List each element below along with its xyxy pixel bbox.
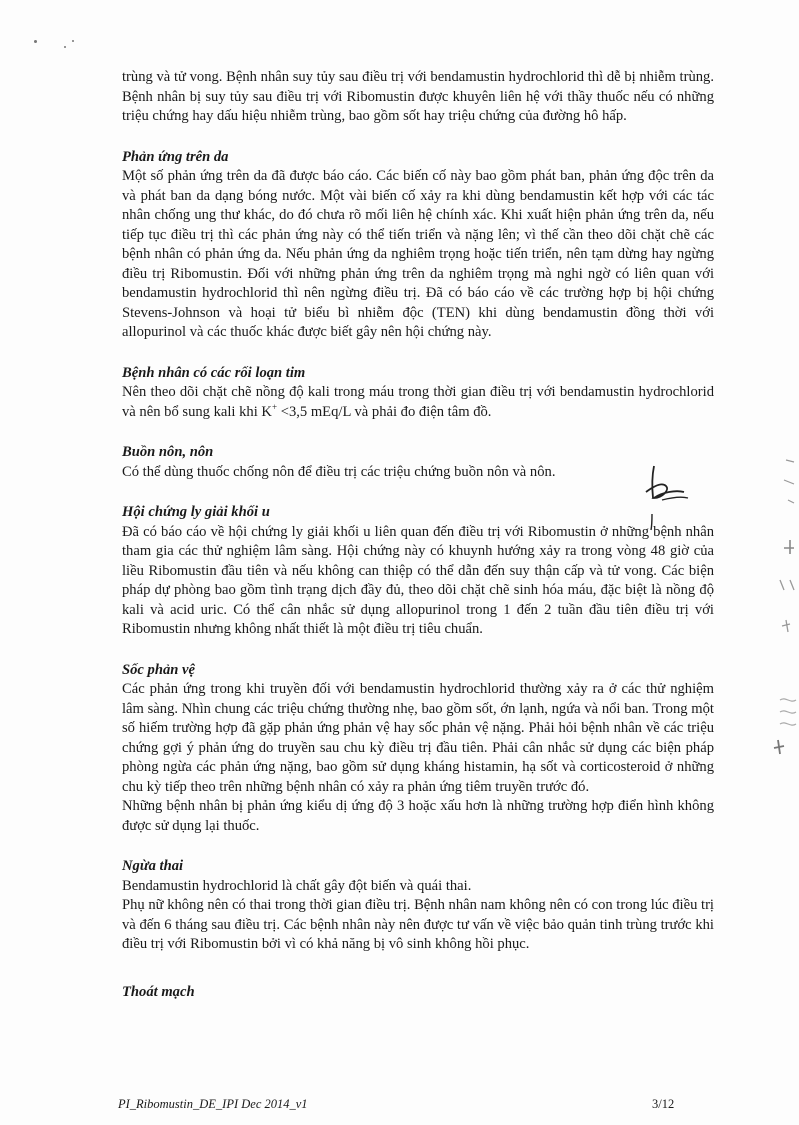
section-heading: Phản ứng trên da [122,148,229,165]
section-paragraph: Có thể dùng thuốc chống nôn để điều trị các triệu chứng buồn nôn và nôn. [122,463,556,480]
section-paragraph: Các phản ứng trong khi truyền đối với bendamustin hydrochlorid thường xảy ra ở các thử nghiệm lâm sàng. Nhìn chung các triệu chứng thường nhẹ, bao gồm sốt, ớn lạnh, ngứa và nổi ban. Trong một số hiếm trường hợp đã gặp phản ứng phản vệ hay sốc phản vệ nặng. Phải hỏi bệnh nhân về các triệu chứng gợi ý phản ứng do truyền sau chu kỳ điều trị đầu tiên. Phải cân nhắc sử dụng các biện pháp phòng ngừa các phản ứng nặng, bao gồm sử dụng kháng histamin, hạ sốt và corticosteroid ở những chu kỳ tiếp theo trên những bệnh nhân có xảy ra phản ứng tiêm truyền trước đó. [122,681,714,795]
section-paragraph: Phụ nữ không nên có thai trong thời gian điều trị. Bệnh nhân nam không nên có con trong lúc điều trị và đến 6 tháng sau điều trị. Các bệnh nhân này nên được tư vấn về việc bảo quản tinh trùng trước khi điều trị với Ribomustin bởi vì có khả năng bị vô sinh không hồi phục. [122,897,714,952]
document-body [122,68,714,1002]
section-heading: Ngừa thai [122,858,184,874]
section-skin-reactions [122,148,714,343]
section-heading: Buồn nôn, nôn [122,444,214,460]
footer-page-number: 3/12 [652,1097,675,1111]
section-heading: Sốc phản vệ [122,661,195,678]
section-paragraph [122,383,714,422]
section-paragraph: Những bệnh nhân bị phản ứng kiểu dị ứng độ 3 hoặc xấu hơn là những trường hợp điển hình không được sử dụng lại thuốc. [122,798,714,834]
superscript-plus: + [271,401,278,412]
scan-speck [64,46,66,48]
scan-speck [72,40,74,42]
section-tumor-lysis [122,503,714,640]
section-paragraph: Một số phản ứng trên da đã được báo cáo. Các biến cố này bao gồm phát ban, phản ứng độc trên da và phát ban da dạng bóng nước. Một vài biến cố xảy ra khi dùng bendamustin kết hợp với các tác nhân chống ung thư khác, do đó chưa rõ mối liên hệ chính xác. Khi xuất hiện phản ứng trên da, nếu tiếp tục điều trị thì các phản ứng này có thể tiến triển và nặng lên; vì thế cần theo dõi chặt chẽ các bệnh nhân có phản ứng da. Nếu phản ứng da nghiêm trọng hoặc tiến triển, nên tạm dừng hay ngừng điều trị Ribomustin. Đối với những phản ứng trên da nghiêm trọng mà nghi ngờ có liên quan với bendamustin hydrochlorid thì nên ngừng điều trị. Đã có báo cáo về các trường hợp bị hội chứng Stevens-Johnson và hoại tử biểu bì nhiễm độc (TEN) khi dùng bendamustin đồng thời với allopurinol và các thuốc khác được biết gây nên hội chứng này. [122,168,714,340]
section-heading: Hội chứng ly giải khối u [122,504,270,520]
footer-filename: PI_Ribomustin_DE_IPI Dec 2014_v1 [118,1097,308,1111]
paragraph-text: Nên theo dõi chặt chẽ nồng độ kali trong máu trong thời gian điều trị với bendamustin hydrochlorid và nên bổ sung kali khi K [122,384,714,420]
section-paragraph: Đã có báo cáo về hội chứng ly giải khối u liên quan đến điều trị với Ribomustin ở những bệnh nhân tham gia các thử nghiệm lâm sàng. Hội chứng này có khuynh hướng xảy ra trong vòng 48 giờ của liều Ribomustin đầu tiên và nếu không can thiệp có thể dẫn đến suy thận cấp và tử vong. Các biện pháp dự phòng bao gồm tình trạng dịch đầy đủ, theo dõi chặt chẽ sinh hóa máu, đặc biệt là nồng độ kali và acid uric. Có thể cân nhắc sử dụng allopurinol trong 1 đến 2 tuần đầu tiên điều trị với Ribomustin nhưng không nhất thiết là một điều trị tiêu chuẩn. [122,523,714,637]
intro-paragraph: trùng và tử vong. Bệnh nhân suy tủy sau điều trị với bendamustin hydrochlorid thì dễ bị nhiễm trùng. Bệnh nhân bị suy tủy sau điều trị với Ribomustin được khuyên liên hệ với thầy thuốc nếu có những triệu chứng hay dấu hiệu nhiễm trùng, bao gồm sốt hay triệu chứng của đường hô hấp. [122,69,714,124]
section-heading: Thoát mạch [122,983,195,1000]
section-nausea-vomiting [122,443,714,482]
section-contraception [122,857,714,955]
section-paragraph: Bendamustin hydrochlorid là chất gây đột biến và quái thai. [122,877,472,894]
handwritten-initials-signature [640,462,700,532]
section-extravasation [122,983,714,1003]
scan-speck [34,40,37,43]
section-cardiac-disorders [122,364,714,423]
section-anaphylaxis [122,661,714,837]
section-heading: Bệnh nhân có các rối loạn tim [122,364,306,381]
scan-margin-marks [760,440,799,780]
paragraph-text: <3,5 mEq/L và phải đo điện tâm đồ. [277,403,492,420]
